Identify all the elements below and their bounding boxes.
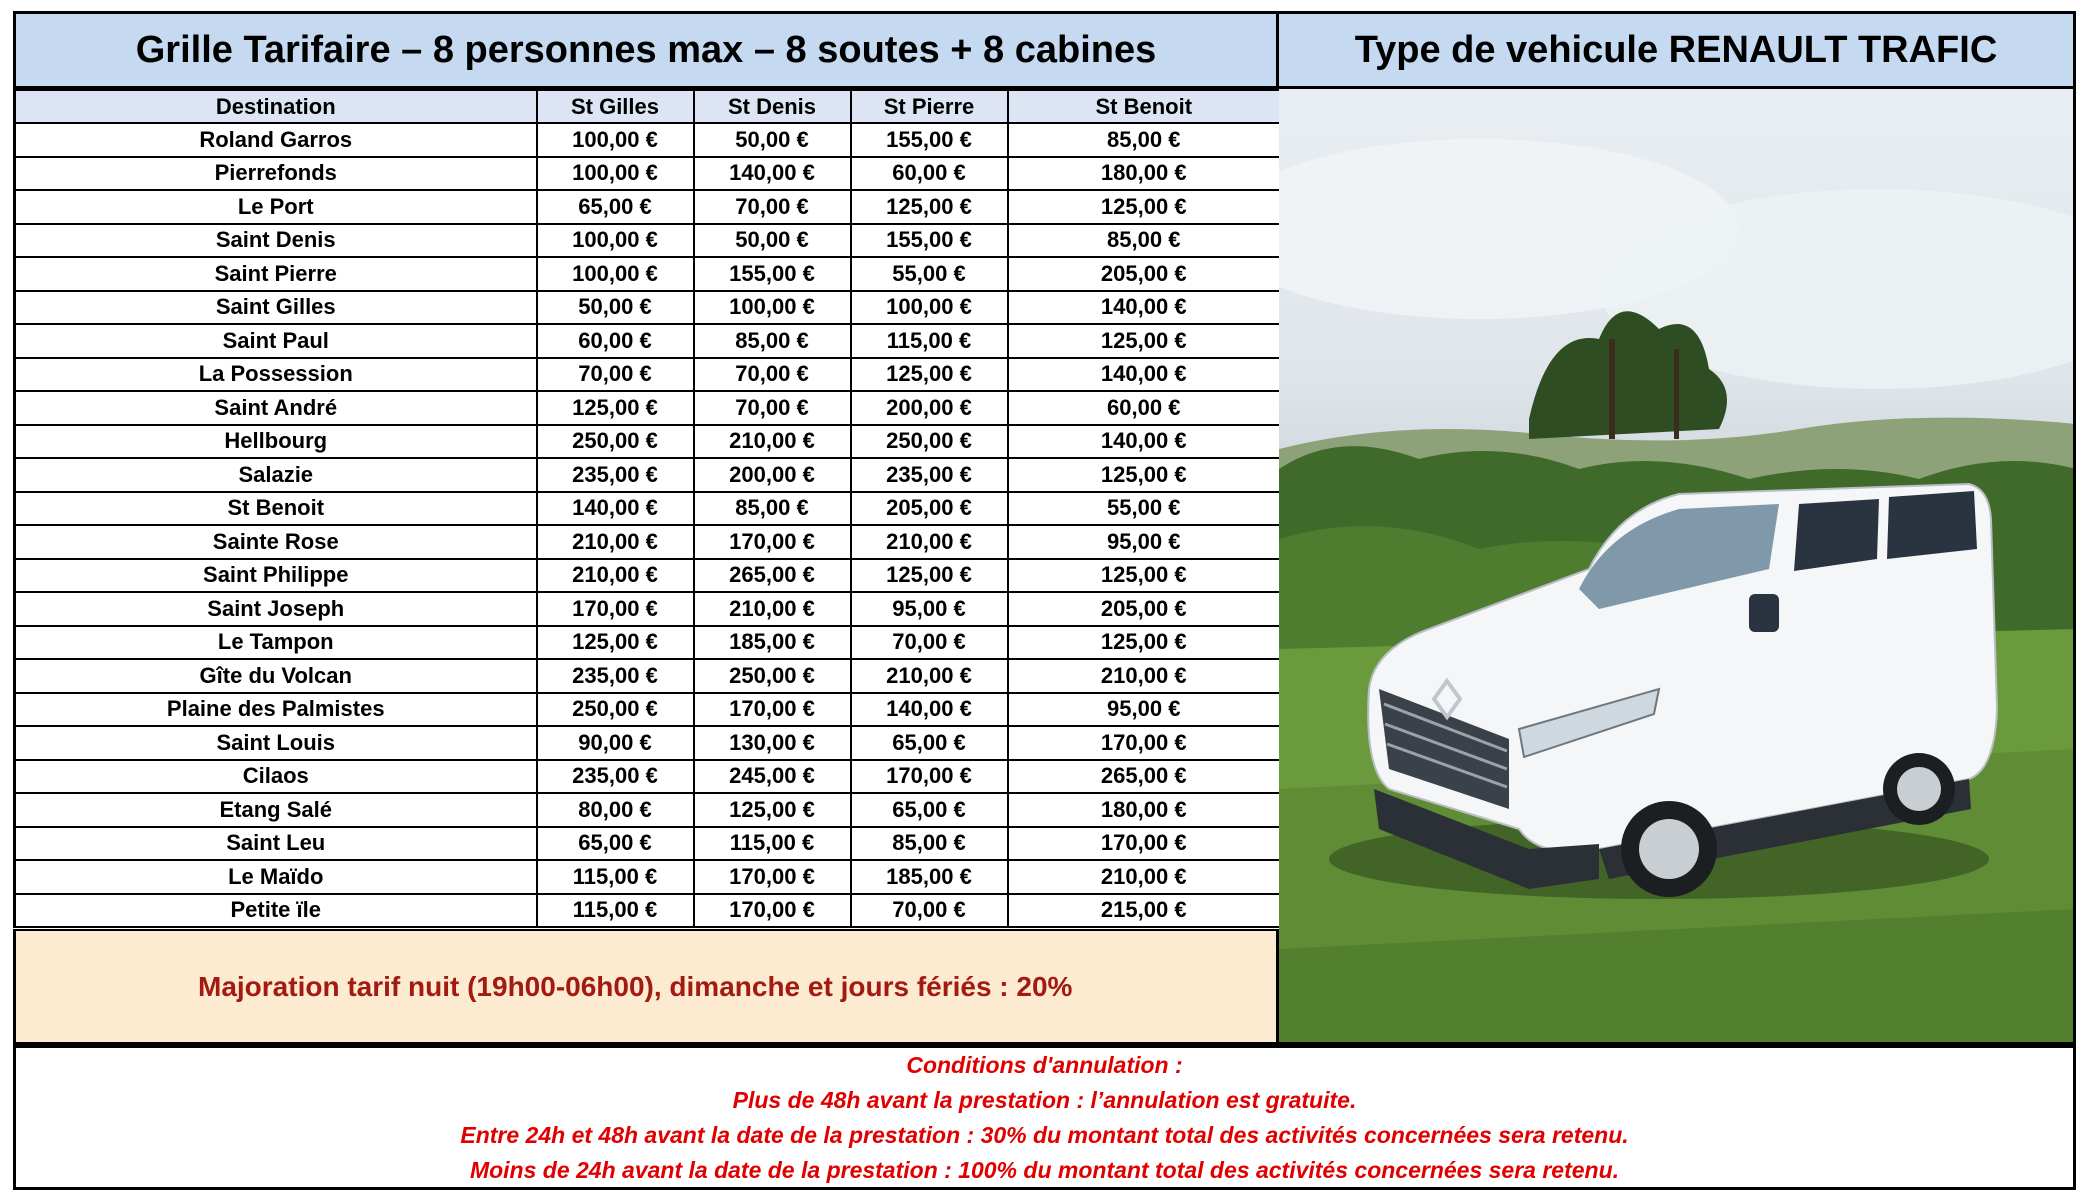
- table-row: [15, 358, 1281, 392]
- price-cell: 50,00 €: [537, 291, 694, 325]
- price-cell: 140,00 €: [694, 157, 851, 191]
- table-row: [15, 391, 1281, 425]
- table-row: [15, 693, 1281, 727]
- destination-cell: Cilaos: [15, 760, 537, 794]
- table-row: [15, 626, 1281, 660]
- night-surcharge-text: Majoration tarif nuit (19h00-06h00), dimanche et jours fériés : 20%: [198, 970, 1073, 1002]
- destination-cell: St Benoit: [15, 492, 537, 526]
- price-cell: 85,00 €: [694, 324, 851, 358]
- table-row: [15, 659, 1281, 693]
- price-cell: 70,00 €: [851, 894, 1008, 928]
- tariff-title: Grille Tarifaire – 8 personnes max – 8 soutes + 8 cabines: [13, 11, 1279, 89]
- table-row: [15, 425, 1281, 459]
- price-cell: 210,00 €: [694, 592, 851, 626]
- destination-cell: Plaine des Palmistes: [15, 693, 537, 727]
- price-cell: 125,00 €: [537, 626, 694, 660]
- price-cell: 85,00 €: [851, 827, 1008, 861]
- price-cell: 140,00 €: [1008, 425, 1281, 459]
- price-cell: 115,00 €: [537, 894, 694, 928]
- price-cell: 65,00 €: [537, 827, 694, 861]
- price-cell: 140,00 €: [1008, 291, 1281, 325]
- column-header: St Gilles: [537, 90, 694, 123]
- price-cell: 185,00 €: [694, 626, 851, 660]
- price-cell: 235,00 €: [851, 458, 1008, 492]
- destination-cell: Salazie: [15, 458, 537, 492]
- price-cell: 170,00 €: [694, 525, 851, 559]
- price-cell: 205,00 €: [851, 492, 1008, 526]
- price-cell: 115,00 €: [537, 860, 694, 894]
- table-row: [15, 224, 1281, 258]
- price-cell: 210,00 €: [1008, 860, 1281, 894]
- destination-cell: Saint Louis: [15, 726, 537, 760]
- table-row: [15, 257, 1281, 291]
- price-cell: 200,00 €: [694, 458, 851, 492]
- price-cell: 265,00 €: [694, 559, 851, 593]
- destination-cell: Gîte du Volcan: [15, 659, 537, 693]
- conditions-line-under-24h: Moins de 24h avant la date de la prestation : 100% du montant total des activités concernées sera retenu.: [469, 1156, 1620, 1183]
- table-row: [15, 827, 1281, 861]
- price-cell: 100,00 €: [537, 257, 694, 291]
- table-row: [15, 291, 1281, 325]
- price-cell: 215,00 €: [1008, 894, 1281, 928]
- price-cell: 125,00 €: [1008, 190, 1281, 224]
- price-cell: 125,00 €: [1008, 324, 1281, 358]
- destination-cell: Le Maïdo: [15, 860, 537, 894]
- destination-cell: Le Port: [15, 190, 537, 224]
- price-cell: 180,00 €: [1008, 157, 1281, 191]
- price-cell: 70,00 €: [537, 358, 694, 392]
- price-cell: 95,00 €: [1008, 525, 1281, 559]
- price-cell: 100,00 €: [694, 291, 851, 325]
- price-cell: 170,00 €: [694, 693, 851, 727]
- price-cell: 125,00 €: [1008, 559, 1281, 593]
- price-cell: 250,00 €: [694, 659, 851, 693]
- cancellation-conditions: [13, 1045, 2076, 1190]
- price-cell: 60,00 €: [851, 157, 1008, 191]
- column-header: St Benoit: [1008, 90, 1281, 123]
- price-cell: 95,00 €: [1008, 693, 1281, 727]
- destination-cell: Hellbourg: [15, 425, 537, 459]
- price-cell: 70,00 €: [694, 190, 851, 224]
- price-cell: 130,00 €: [694, 726, 851, 760]
- destination-cell: Saint Joseph: [15, 592, 537, 626]
- destination-cell: Saint Leu: [15, 827, 537, 861]
- price-cell: 70,00 €: [851, 626, 1008, 660]
- conditions-heading: Conditions d'annulation :: [906, 1051, 1183, 1078]
- price-cell: 125,00 €: [694, 793, 851, 827]
- price-cell: 170,00 €: [1008, 827, 1281, 861]
- table-row: [15, 324, 1281, 358]
- destination-cell: Petite ïle: [15, 894, 537, 928]
- table-row: [15, 726, 1281, 760]
- table-row: [15, 492, 1281, 526]
- price-cell: 170,00 €: [1008, 726, 1281, 760]
- vehicle-type-title: Type de vehicule RENAULT TRAFIC: [1279, 11, 2076, 89]
- price-cell: 170,00 €: [694, 894, 851, 928]
- price-cell: 210,00 €: [851, 659, 1008, 693]
- price-cell: 85,00 €: [1008, 224, 1281, 258]
- table-row: [15, 123, 1281, 157]
- destination-cell: Saint Philippe: [15, 559, 537, 593]
- tariff-table-body: [15, 123, 1281, 927]
- destination-cell: Roland Garros: [15, 123, 537, 157]
- price-cell: 250,00 €: [537, 693, 694, 727]
- price-cell: 140,00 €: [1008, 358, 1281, 392]
- price-cell: 140,00 €: [537, 492, 694, 526]
- table-row: [15, 793, 1281, 827]
- price-cell: 125,00 €: [1008, 458, 1281, 492]
- price-cell: 95,00 €: [851, 592, 1008, 626]
- price-cell: 125,00 €: [851, 559, 1008, 593]
- destination-cell: Saint Paul: [15, 324, 537, 358]
- price-cell: 210,00 €: [1008, 659, 1281, 693]
- price-cell: 125,00 €: [851, 358, 1008, 392]
- table-row: [15, 860, 1281, 894]
- price-cell: 70,00 €: [694, 358, 851, 392]
- table-row: [15, 157, 1281, 191]
- destination-cell: Le Tampon: [15, 626, 537, 660]
- price-cell: 115,00 €: [694, 827, 851, 861]
- price-cell: 205,00 €: [1008, 592, 1281, 626]
- table-row: [15, 525, 1281, 559]
- conditions-line-24-48h: Entre 24h et 48h avant la date de la prestation : 30% du montant total des activités concernées sera retenu.: [460, 1121, 1629, 1148]
- price-cell: 235,00 €: [537, 760, 694, 794]
- price-cell: 200,00 €: [851, 391, 1008, 425]
- price-cell: 100,00 €: [537, 157, 694, 191]
- price-cell: 55,00 €: [1008, 492, 1281, 526]
- price-cell: 170,00 €: [694, 860, 851, 894]
- column-header: St Pierre: [851, 90, 1008, 123]
- price-cell: 85,00 €: [694, 492, 851, 526]
- price-cell: 210,00 €: [537, 559, 694, 593]
- price-cell: 65,00 €: [537, 190, 694, 224]
- column-header: St Denis: [694, 90, 851, 123]
- price-cell: 155,00 €: [851, 123, 1008, 157]
- table-row: [15, 559, 1281, 593]
- price-cell: 250,00 €: [537, 425, 694, 459]
- table-row: [15, 190, 1281, 224]
- price-cell: 205,00 €: [1008, 257, 1281, 291]
- destination-cell: Sainte Rose: [15, 525, 537, 559]
- price-cell: 210,00 €: [694, 425, 851, 459]
- destination-cell: Etang Salé: [15, 793, 537, 827]
- price-cell: 80,00 €: [537, 793, 694, 827]
- price-cell: 140,00 €: [851, 693, 1008, 727]
- price-cell: 265,00 €: [1008, 760, 1281, 794]
- price-cell: 155,00 €: [851, 224, 1008, 258]
- price-cell: 100,00 €: [851, 291, 1008, 325]
- price-cell: 60,00 €: [1008, 391, 1281, 425]
- price-cell: 125,00 €: [1008, 626, 1281, 660]
- renault-trafic-van-image: [1279, 89, 2076, 1045]
- price-cell: 180,00 €: [1008, 793, 1281, 827]
- destination-cell: Saint Pierre: [15, 257, 537, 291]
- price-cell: 210,00 €: [851, 525, 1008, 559]
- price-cell: 125,00 €: [537, 391, 694, 425]
- destination-cell: Saint Gilles: [15, 291, 537, 325]
- table-row: [15, 894, 1281, 928]
- price-cell: 235,00 €: [537, 659, 694, 693]
- price-cell: 90,00 €: [537, 726, 694, 760]
- price-cell: 85,00 €: [1008, 123, 1281, 157]
- price-cell: 170,00 €: [537, 592, 694, 626]
- price-cell: 65,00 €: [851, 793, 1008, 827]
- price-cell: 250,00 €: [851, 425, 1008, 459]
- tariff-table: [13, 89, 1282, 928]
- vehicle-photo: [1279, 89, 2076, 1045]
- tariff-table-header: [15, 90, 1281, 123]
- table-row: [15, 760, 1281, 794]
- night-surcharge-box: [13, 929, 1279, 1045]
- price-cell: 210,00 €: [537, 525, 694, 559]
- destination-cell: Saint Denis: [15, 224, 537, 258]
- price-cell: 170,00 €: [851, 760, 1008, 794]
- destination-cell: La Possession: [15, 358, 537, 392]
- price-cell: 50,00 €: [694, 123, 851, 157]
- price-cell: 100,00 €: [537, 123, 694, 157]
- price-cell: 100,00 €: [537, 224, 694, 258]
- table-row: [15, 592, 1281, 626]
- price-cell: 235,00 €: [537, 458, 694, 492]
- price-cell: 125,00 €: [851, 190, 1008, 224]
- price-cell: 65,00 €: [851, 726, 1008, 760]
- price-cell: 245,00 €: [694, 760, 851, 794]
- price-cell: 70,00 €: [694, 391, 851, 425]
- price-cell: 155,00 €: [694, 257, 851, 291]
- price-cell: 60,00 €: [537, 324, 694, 358]
- destination-cell: Pierrefonds: [15, 157, 537, 191]
- price-cell: 55,00 €: [851, 257, 1008, 291]
- destination-cell: Saint André: [15, 391, 537, 425]
- conditions-line-48h: Plus de 48h avant la prestation : l’annulation est gratuite.: [732, 1086, 1357, 1113]
- price-cell: 50,00 €: [694, 224, 851, 258]
- price-cell: 115,00 €: [851, 324, 1008, 358]
- table-row: [15, 458, 1281, 492]
- column-header: Destination: [15, 90, 537, 123]
- price-cell: 185,00 €: [851, 860, 1008, 894]
